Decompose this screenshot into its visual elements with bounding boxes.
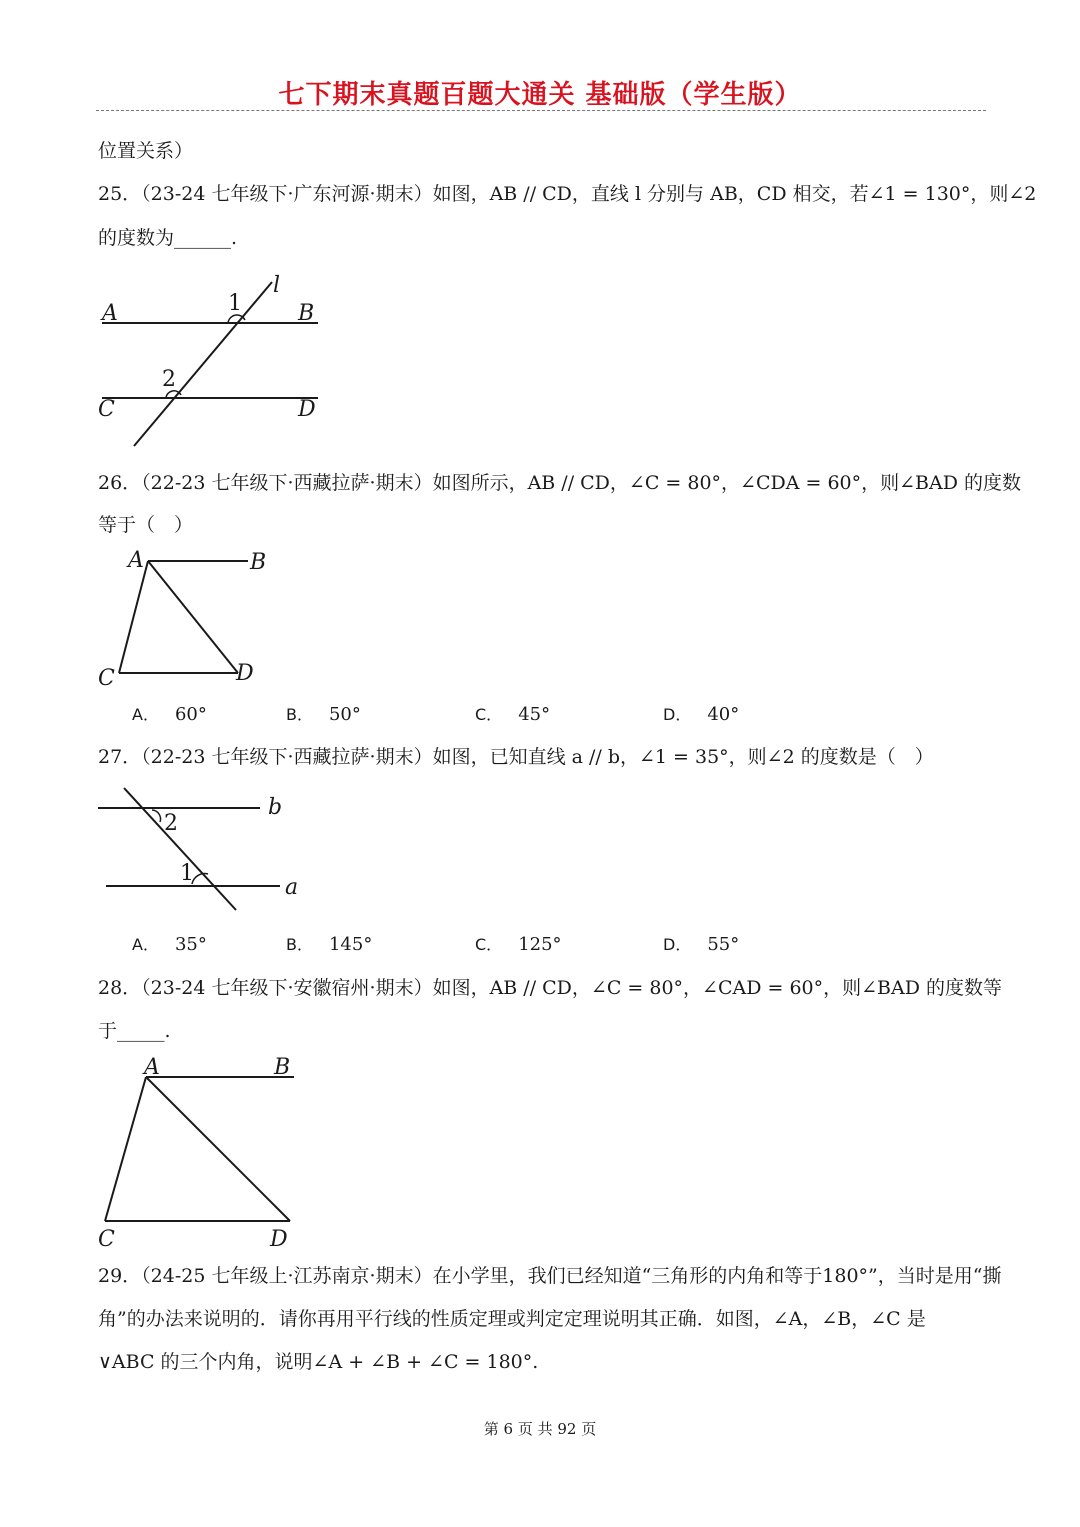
q28-label-b: B — [274, 1055, 291, 1080]
q28-figure — [90, 1050, 310, 1255]
q26-label-d: D — [236, 661, 254, 686]
intro-text: 位置关系） — [98, 140, 194, 162]
q28-label-d: D — [270, 1227, 288, 1252]
q26-text-line1: 26．（22-23 七年级下·西藏拉萨·期末）如图所示，AB // CD，∠C = 80°，∠CDA = 60°，则∠BAD 的度数 — [98, 472, 1022, 494]
page-header-title: 七下期末真题百题大通关 基础版（学生版） — [278, 80, 802, 110]
q27-figure — [90, 780, 320, 915]
q26-label-b: B — [250, 550, 267, 575]
page-footer: 第 6 页 共 92 页 — [483, 1420, 597, 1438]
q25-text-line2: 的度数为______. — [98, 227, 238, 249]
q28-text-line1: 28．（23-24 七年级下·安徽宿州·期末）如图，AB // CD，∠C = 80°，∠CAD = 60°，则∠BAD 的度数等 — [98, 977, 1003, 999]
q27-angle2-label: 2 — [164, 811, 178, 836]
q29-text-line1: 29．（24-25 七年级上·江苏南京·期末）在小学里，我们已经知道“三角形的内角和等于180°”，当时是用“撕 — [98, 1265, 1002, 1287]
q29-text-line3: ∨ABC 的三个内角，说明∠A + ∠B + ∠C = 180°. — [98, 1351, 539, 1373]
q27-option-c[interactable]: C． 125° — [475, 934, 562, 955]
q28-text-line2: 于_____. — [98, 1020, 171, 1042]
q25-angle1-arc — [228, 315, 245, 323]
q27-label-b: b — [268, 795, 283, 820]
q26-label-c: C — [98, 666, 115, 690]
q28-label-c: C — [98, 1227, 115, 1252]
q27-option-a[interactable]: A． 35° — [132, 934, 207, 955]
q25-label-l: l — [273, 273, 281, 298]
q25-transversal-l — [134, 282, 272, 446]
q29-text-line2: 角”的办法来说明的．请你再用平行线的性质定理或判定定理说明其正确．如图，∠A，∠B，∠C 是 — [98, 1308, 926, 1330]
q28-segment-ad — [146, 1077, 290, 1221]
q27-text-line1: 27．（22-23 七年级下·西藏拉萨·期末）如图，已知直线 a // b，∠1 = 35°，则∠2 的度数是（ ） — [98, 746, 934, 768]
q25-label-d: D — [298, 397, 316, 422]
q25-angle1-label: 1 — [228, 291, 242, 316]
q25-figure — [90, 268, 340, 453]
q28-label-a: A — [144, 1055, 160, 1080]
q26-option-c[interactable]: C． 45° — [475, 704, 551, 725]
q25-text-line1: 25．（23-24 七年级下·广东河源·期末）如图，AB // CD，直线 l 分别与 AB，CD 相交，若∠1 = 130°，则∠2 — [98, 183, 1037, 205]
q27-transversal — [124, 788, 236, 910]
header-divider — [96, 110, 986, 111]
q26-label-a: A — [128, 548, 144, 573]
q25-label-a: A — [102, 301, 118, 326]
q27-angle1-arc — [192, 874, 208, 884]
q26-option-a[interactable]: A． 60° — [132, 704, 207, 725]
q26-option-b[interactable]: B． 50° — [286, 704, 361, 725]
q26-segment-ad — [148, 561, 238, 673]
q27-angle1-label: 1 — [180, 861, 194, 886]
q25-angle2-label: 2 — [162, 367, 176, 392]
q27-option-b[interactable]: B． 145° — [286, 934, 373, 955]
q26-segment-ac — [119, 561, 148, 673]
q26-option-d[interactable]: D． 40° — [663, 704, 740, 725]
q26-figure — [90, 545, 290, 690]
q27-label-a: a — [285, 875, 299, 900]
q27-option-d[interactable]: D． 55° — [663, 934, 740, 955]
q25-label-b: B — [298, 301, 315, 326]
q28-segment-ac — [105, 1077, 146, 1221]
q26-text-line2: 等于（ ） — [98, 514, 194, 536]
q25-label-c: C — [98, 397, 115, 422]
